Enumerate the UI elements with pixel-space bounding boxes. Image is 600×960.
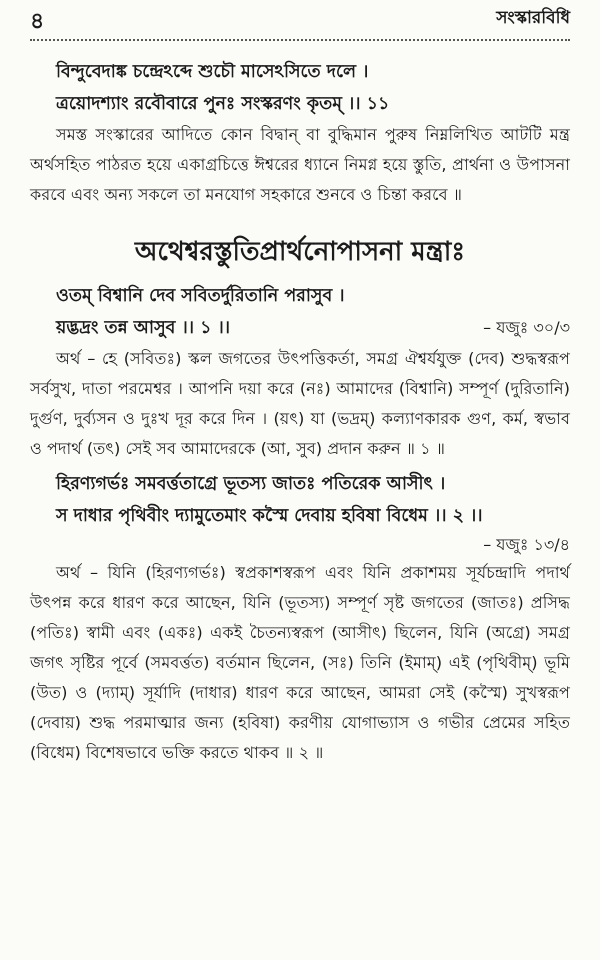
intro-paragraph: সমস্ত সংস্কারের আদিতে কোন বিদ্বান্ বা বুদ্ধিমান পুরুষ নিম্নলিখিত আটটি মন্ত্র অর্থসহিত পাঠরত হয়ে একাগ্রচিত্তে ঈশ্বরের ধ্যানে নিমগ্ন হয়ে স্তুতি, প্রার্থনা ও উপাসনা করবে এবং অন্য সকলে তা মনযোগ সহকারে শুনবে ও চিন্তা করবে ॥ — [30, 125, 570, 204]
page-number: ৪ — [30, 9, 45, 34]
page-content — [30, 56, 570, 768]
mantra-1-line-2: য়দ্ভদ্রং তন্ন আসুব ।। ১ ।। — [56, 318, 231, 338]
mantra-2-reference: – যজুঃ ১৩/৪ — [483, 535, 570, 554]
header-rule — [30, 39, 570, 41]
mantra-2-meaning: অর্থ – যিনি (হিরণ্যগর্ভঃ) স্বপ্রকাশস্বরূপ এবং যিনি প্রকাশময় সূর্যচন্দ্রাদি পদার্থ উৎপন্ন করে ধারণ করে আছেন, যিনি (ভূতস্য) সম্পূর্ণ সৃষ্ট জগতের (জাতঃ) প্রসিদ্ধ (পতিঃ) স্বামী এবং (একঃ) একই চৈতন্যস্বরূপ (আসীৎ) ছিলেন, যিনি (অগ্রে) সমগ্র জগৎ সৃষ্টির পূর্বে (সমবর্ত্তত) বর্তমান ছিলেন, (সঃ) তিনি (ইমাম্) এই (পৃথিবীম্) ভূমি (উত) ও (দ্যাম্) সূর্যাদি (দাধার) ধারণ করে আছেন, আমরা সেই (কস্মৈ) সুখস্বরূপ (দেবায়) শুদ্ধ পরমাত্মার জন্য (হবিষা) করণীয় যোগাভ্যাস ও গভীর প্রেমের সহিত (বিধেম) বিশেষভাবে ভক্তি করতে থাকব ॥ ২ ॥ — [30, 563, 570, 762]
mantra-2-line-2: স দাধার পৃথিবীং দ্যামুতেমাং কস্মৈ দেবায় হবিষা বিধেম ।। ২ ।। — [56, 506, 483, 526]
running-title: সংস্কারবিধি — [496, 8, 570, 28]
intro-verse-line-2: ত্রয়োদশ্যাং রবৌবারে পুনঃ সংস্করণং কৃতম্ ।। ১১ — [56, 94, 390, 114]
mantra-1-line-2-row — [30, 312, 570, 344]
mantra-1-meaning: অর্থ – হে (সবিতঃ) স্কল জগতের উৎপত্তিকর্তা, সমগ্র ঐশ্বর্যযুক্ত (দেব) শুদ্ধস্বরূপ সর্বসুখ, দাতা পরমেশ্বর । আপনি দয়া করে (নঃ) আমাদের (বিশ্বানি) সম্পূর্ণ (দুরিতানি) দুর্গুণ, দুর্ব্যসন ও দুঃখ দূর করে দিন । (য়ৎ) যা (ভদ্রম্) কল্যাণকারক গুণ, কর্ম, স্বভাব ও পদার্থ (তৎ) সেই সব আমাদেরকে (আ, সুব) প্রদান করুন ॥ ১ ॥ — [30, 349, 570, 458]
mantra-1-reference: – যজুঃ ৩০/৩ — [483, 318, 570, 337]
section-heading: অথেশ্বরস্তুতিপ্রার্থনোপাসনা মন্ত্রাঃ — [134, 237, 466, 267]
page-header — [30, 0, 570, 36]
intro-verse-line-1: বিন্দুবেদাঙ্ক চন্দ্রেঽব্দে শুচৌ মাসেঽসিতে দলে । — [56, 62, 369, 82]
mantra-1-line-1: ওতম্ বিশ্বানি দেব সবিতর্দুরিতানি পরাসুব । — [56, 286, 345, 306]
mantra-2-line-1: হিরণ্যগর্ভঃ সমবর্ত্ততাগ্রে ভূতস্য জাতঃ পতিরেক আসীৎ । — [56, 474, 446, 494]
